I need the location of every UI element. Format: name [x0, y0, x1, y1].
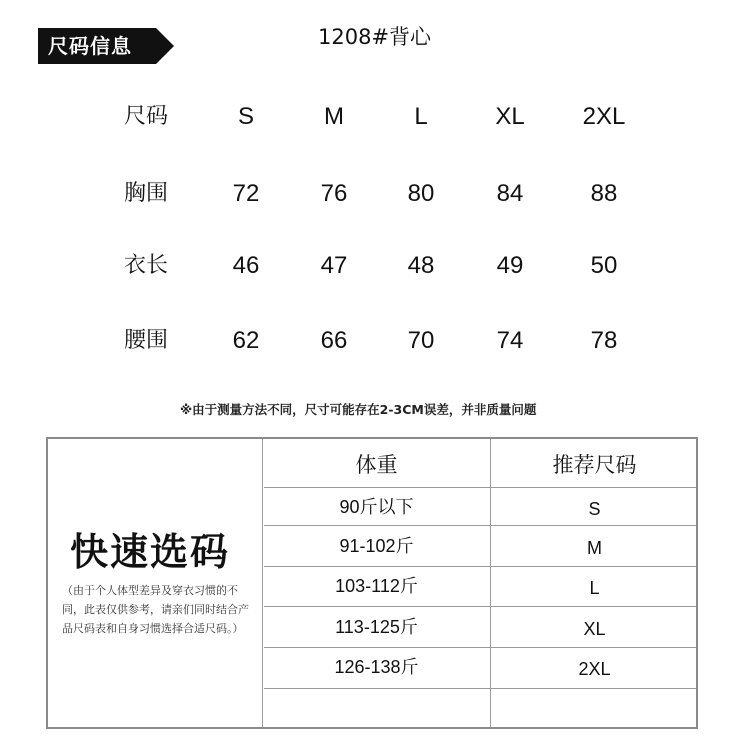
value-cell: 46	[232, 252, 260, 279]
recommended-size-cell: 2XL	[578, 659, 611, 679]
size-col: XL	[495, 103, 525, 130]
divider	[264, 688, 696, 689]
badge-label: 尺码信息	[48, 34, 132, 58]
value-cell: 80	[407, 180, 435, 207]
recommended-size-cell: L	[589, 578, 600, 598]
recommended-size-cell: XL	[583, 619, 606, 639]
weight-cell: 113-125斤	[335, 617, 418, 637]
recommended-size-cell: S	[588, 499, 601, 519]
value-cell: 48	[407, 252, 435, 279]
weight-cell: 90斤以下	[339, 497, 414, 517]
row-label: 腰围	[124, 328, 169, 353]
value-cell: 76	[320, 180, 348, 207]
quick-select-title: 快速选码	[70, 530, 231, 574]
weight-cell: 126-138斤	[334, 657, 419, 677]
recommended-size-cell: M	[587, 538, 602, 558]
value-cell: 62	[232, 327, 260, 354]
size-col: S	[237, 103, 254, 130]
value-cell: 74	[496, 327, 524, 354]
value-cell: 50	[590, 252, 618, 279]
length-row	[0, 249, 750, 283]
quick-select-note: （由于个人体型差异及穿衣习惯的不同，此表仅供参考，请亲们同时结合产品尺码表和自身习惯选择合适尺码。）	[62, 584, 249, 635]
size-col: 2XL	[582, 103, 626, 130]
value-cell: 70	[407, 327, 435, 354]
weight-cell: 91-102斤	[339, 536, 414, 556]
weight-cell: 103-112斤	[335, 576, 418, 596]
size-header-row	[0, 100, 750, 134]
size-column-header: 推荐尺码	[552, 453, 637, 477]
size-col: M	[324, 103, 344, 130]
value-cell: 84	[496, 180, 524, 207]
weight-column-header: 体重	[355, 453, 398, 477]
value-cell: 78	[590, 327, 618, 354]
measurement-note: ※由于测量方法不同，尺寸可能存在2-3CM误差，并非质量问题	[180, 402, 537, 417]
quick-select-table	[46, 437, 698, 729]
waist-row	[0, 324, 750, 358]
value-cell: 88	[590, 180, 618, 207]
size-col: L	[414, 103, 428, 130]
value-cell: 66	[320, 327, 348, 354]
section-badge	[38, 28, 174, 64]
value-cell: 47	[320, 252, 348, 279]
row-label: 胸围	[124, 181, 169, 206]
value-cell: 49	[496, 252, 524, 279]
product-title: 1208#背心	[318, 25, 432, 49]
chest-row	[0, 177, 750, 211]
value-cell: 72	[232, 180, 260, 207]
size-header-label: 尺码	[124, 104, 169, 129]
row-label: 衣长	[124, 253, 169, 278]
